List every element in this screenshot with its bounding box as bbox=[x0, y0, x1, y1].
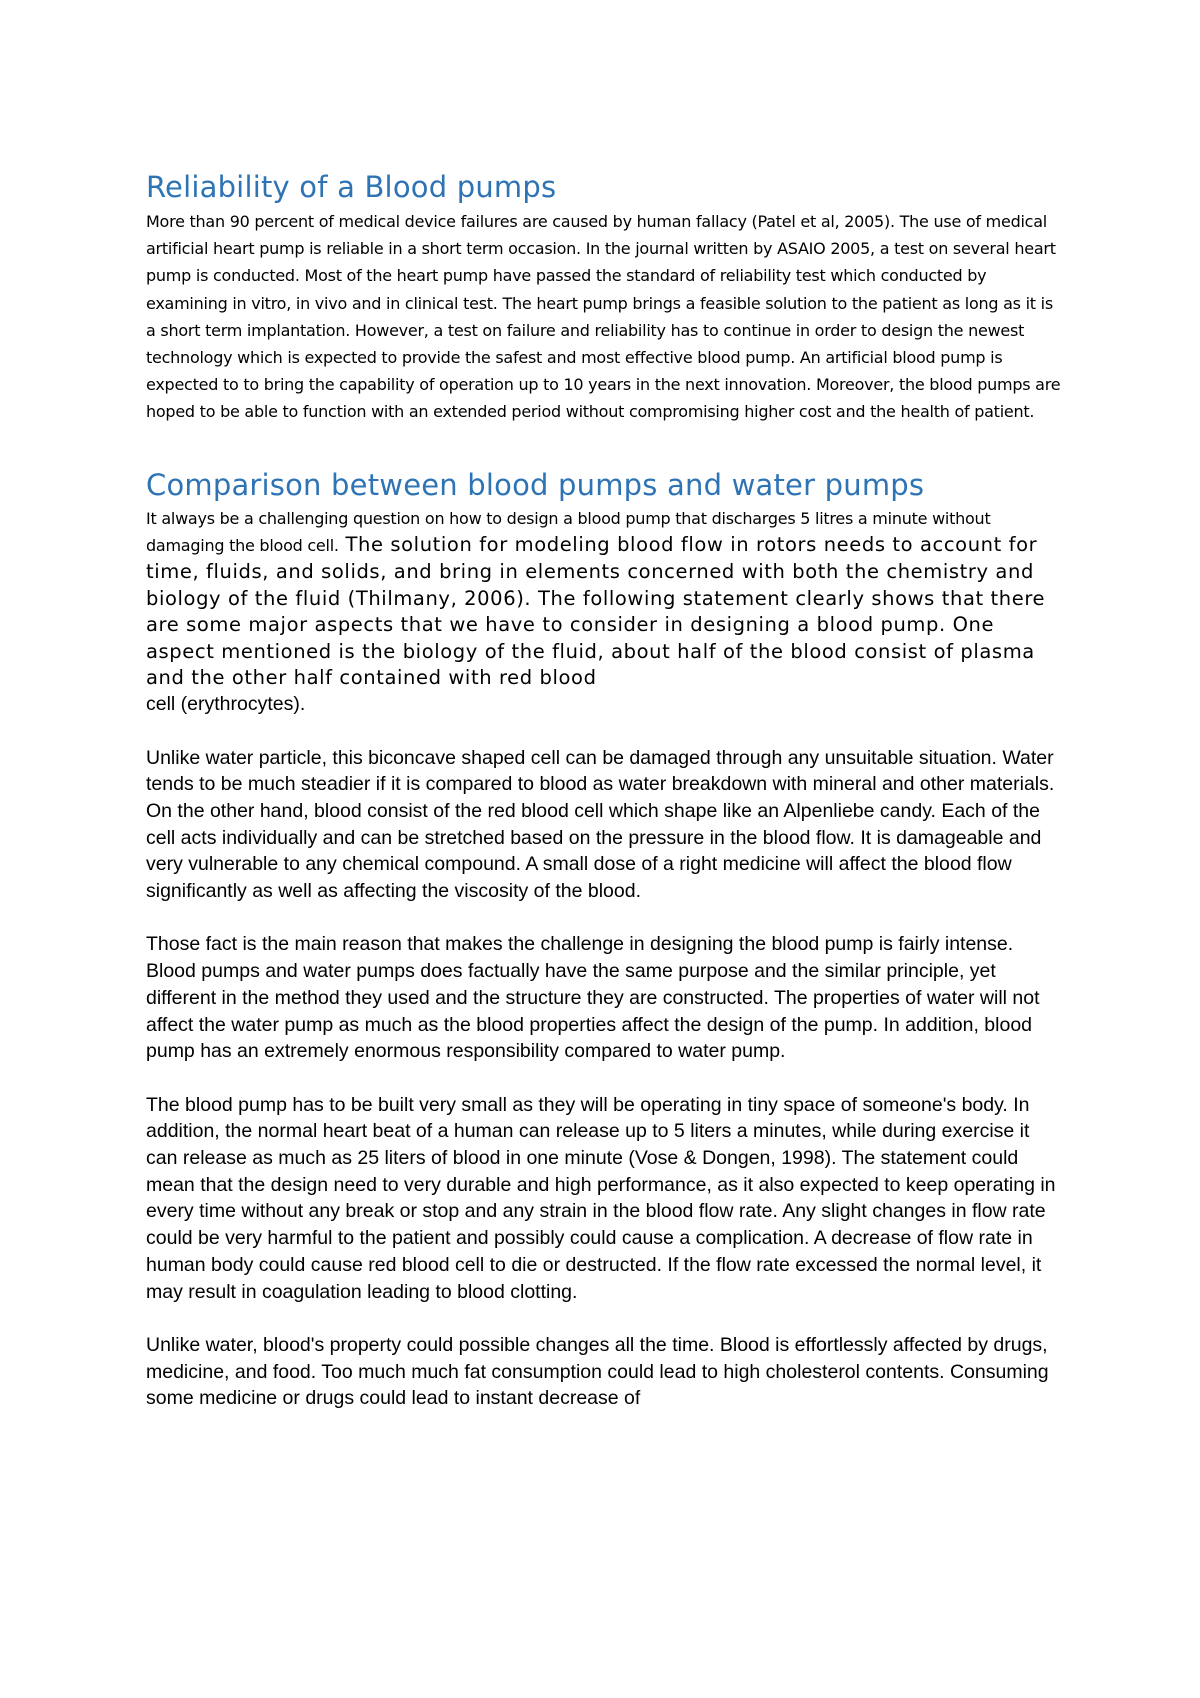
paragraph-pump-size: The blood pump has to be built very small as they will be operating in tiny space of someone's body. In addition, the normal heart beat of a human can release up to 5 liters a minutes, while during exercise it can release as much as 25 liters of blood in one minute (Vose & Dongen, 1998). The statement could mean that the design need to very durable and high performance, as it also expected to keep operating in every time without any break or stop and any strain in the blood flow rate. Any slight changes in flow rate could be very harmful to the patient and possibly could cause a complication. A decrease of flow rate in human body could cause red blood cell to die or destructed. If the flow rate excessed the normal level, it may result in coagulation leading to blood clotting. bbox=[146, 1093, 1056, 1303]
document-page bbox=[146, 168, 1066, 1412]
paragraph-comparison-intro bbox=[146, 506, 1066, 718]
paragraph-blood-property: Unlike water, blood's property could possible changes all the time. Blood is effortlessly affected by drugs, medicine, and food. Too much much fat consumption could lead to high cholesterol contents. Consuming some medicine or drugs could lead to instant decrease of bbox=[146, 1333, 1049, 1410]
intro-text-part3: cell (erythrocytes). bbox=[146, 693, 306, 716]
paragraph-main-reason: Those fact is the main reason that makes the challenge in designing the blood pump is fairly intense. Blood pumps and water pumps does factually have the same purpose and the similar principle, yet different in the method they used and the structure they are constructed. The properties of water will not affect the water pump as much as the blood properties affect the design of the pump. In addition, blood pump has an extremely enormous responsibility compared to water pump. bbox=[146, 933, 1040, 1063]
intro-text-part2: The solution for modeling blood flow in rotors needs to account for time, fluids, and solids, and bring in elements concerned with both the chemistry and biology of the fluid (Thilmany, 2006). The following statement clearly shows that there are some major aspects that we have to consider in designing a blood pump. One aspect mentioned is the biology of the fluid, about half of the blood consist of plasma and the other half contained with red blood bbox=[146, 533, 1046, 690]
section-heading-reliability: Reliability of a Blood pumps bbox=[146, 170, 557, 204]
section-heading-comparison: Comparison between blood pumps and water pumps bbox=[146, 467, 925, 502]
paragraph-water-particle: Unlike water particle, this biconcave shaped cell can be damaged through any unsuitable situation. Water tends to be much steadier if it is compared to blood as water breakdown with mineral and other materials. On the other hand, blood consist of the red blood cell which shape like an Alpenliebe candy. Each of the cell acts individually and can be stretched based on the pressure in the blood flow. It is damageable and very vulnerable to any chemical compound. A small dose of a right medicine will affect the blood flow significantly as well as affecting the viscosity of the blood. bbox=[146, 746, 1055, 903]
intro-text-part1: It always be a challenging question on how to design a blood pump that discharges 5 litres a minute without damaging the blood cell. bbox=[146, 508, 991, 556]
paragraph-reliability: More than 90 percent of medical device failures are caused by human fallacy (Patel et al, 2005). The use of medical artificial heart pump is reliable in a short term occasion. In the journal written by ASAIO 2005, a test on several heart pump is conducted. Most of the heart pump have passed the standard of reliability test which conducted by examining in vitro, in vivo and in clinical test. The heart pump brings a feasible solution to the patient as long as it is a short term implantation. However, a test on failure and reliability has to continue in order to design the newest technology which is expected to provide the safest and most effective blood pump. An artificial blood pump is expected to to bring the capability of operation up to 10 years in the next innovation. Moreover, the blood pumps are hoped to be able to function with an extended period without compromising higher cost and the health of patient. bbox=[146, 212, 1061, 422]
